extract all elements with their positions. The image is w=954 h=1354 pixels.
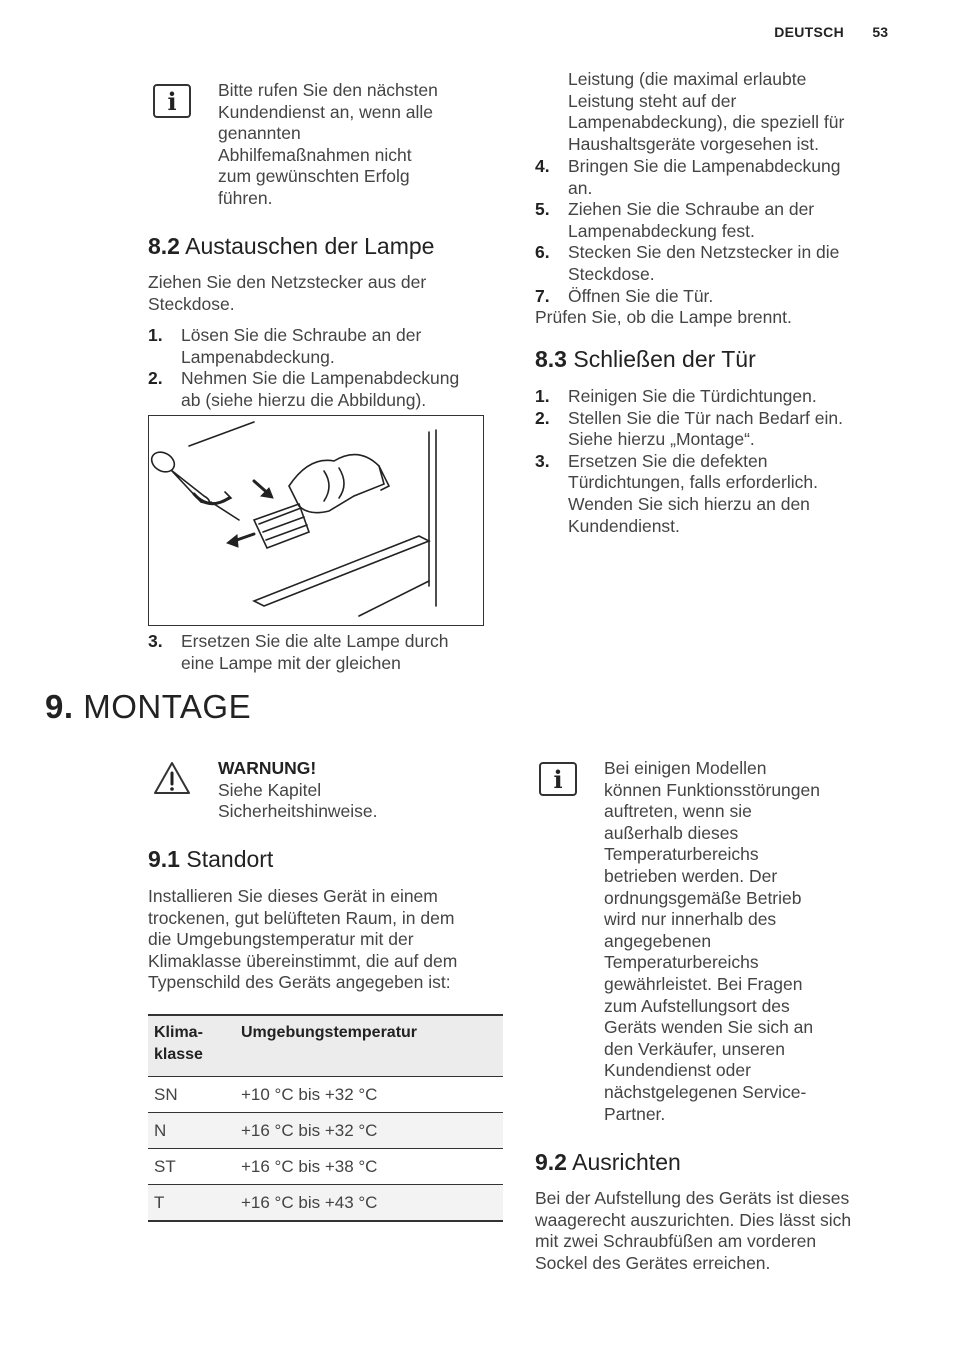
text-line: wird nur innerhalb des	[604, 909, 777, 930]
text-line: zum Aufstellungsort des	[604, 995, 790, 1016]
text-line: Lösen Sie die Schraube an der	[181, 325, 422, 345]
text-line: Geräts wenden Sie sich an	[604, 1017, 814, 1038]
step-3-continuation	[568, 69, 898, 155]
text-line: Bringen Sie die Lampenabdeckung	[568, 156, 841, 176]
text-line: Reinigen Sie die Türdichtungen.	[568, 386, 817, 406]
section-number: 9.2	[535, 1149, 567, 1175]
lamp-replacement-illustration	[148, 415, 484, 626]
text-line: Kundendienst.	[568, 515, 680, 536]
illustration-drawing	[149, 416, 482, 624]
list-item	[535, 156, 900, 199]
text-line: Wenden Sie sich hierzu an den	[568, 493, 810, 514]
steps-4-7	[535, 156, 900, 307]
text-line: Installieren Sie dieses Gerät in einem	[148, 886, 438, 906]
text-line: Bitte rufen Sie den nächsten	[218, 80, 438, 100]
text-line: Temperaturbereichs	[604, 844, 759, 865]
table-row	[148, 1077, 503, 1113]
step-number: 3.	[148, 631, 163, 651]
chapter-number: 9.	[45, 688, 74, 725]
text-line: Typenschild des Geräts angegeben ist:	[148, 972, 451, 993]
text-line: zum gewünschten Erfolg	[218, 166, 410, 187]
section-title: Ausrichten	[572, 1149, 681, 1175]
list-item	[535, 408, 900, 451]
section-heading-9-1	[148, 846, 273, 873]
text-line: Steckdose.	[148, 293, 235, 314]
info-icon: i	[539, 762, 577, 796]
step-number: 2.	[148, 368, 163, 389]
text-line: nächstgelegenen Service-	[604, 1081, 807, 1102]
info-note-1	[218, 80, 488, 210]
lamp-check-text: Prüfen Sie, ob die Lampe brennt.	[535, 307, 792, 327]
text-line: Lampenabdeckung.	[181, 346, 335, 367]
list-item	[535, 386, 900, 408]
section-heading-8-3	[535, 346, 756, 373]
section-title: Standort	[186, 846, 274, 872]
text-line: gewährleistet. Bei Fragen	[604, 973, 803, 994]
header-line: klasse	[154, 1046, 203, 1063]
step-number: 7.	[535, 285, 550, 306]
section-heading-8-2	[148, 233, 434, 260]
step-number: 2.	[535, 407, 550, 428]
climate-class-table	[148, 1014, 503, 1222]
text-line: Ersetzen Sie die defekten	[568, 450, 768, 471]
text-line: den Verkäufer, unseren	[604, 1038, 785, 1059]
header-line: Umgebungstemperatur	[241, 1024, 418, 1041]
text-line: betrieben werden. Der	[604, 865, 778, 886]
table-cell: SN	[148, 1077, 235, 1113]
text-line: ordnungsgemäße Betrieb	[604, 887, 802, 908]
step-number: 3.	[535, 450, 550, 471]
column-header-class	[148, 1015, 235, 1077]
section-number: 8.2	[148, 233, 180, 259]
list-item	[148, 368, 498, 411]
page-number: 53	[872, 24, 888, 40]
table-cell: +16 °C bis +43 °C	[235, 1185, 503, 1222]
text-line: Kundendienst oder	[604, 1060, 751, 1081]
list-item	[535, 199, 900, 242]
text-line: Lampenabdeckung fest.	[568, 220, 755, 241]
warning-icon	[152, 760, 192, 796]
text-line: Abhilfemaßnahmen nicht	[218, 144, 412, 165]
text-line: Ersetzen Sie die alte Lampe durch	[181, 631, 449, 651]
header-language: DEUTSCH	[774, 24, 844, 40]
section-number: 8.3	[535, 346, 567, 372]
table-header-row	[148, 1015, 503, 1077]
text-line: Ziehen Sie den Netzstecker aus der	[148, 272, 427, 292]
text-line: Klimaklasse übereinstimmt, die auf dem	[148, 950, 458, 971]
section-heading-9-2	[535, 1149, 681, 1176]
text-line: Siehe hierzu „Montage“.	[568, 429, 755, 450]
text-line: Bei der Aufstellung des Geräts ist dieses	[535, 1188, 850, 1208]
list-item	[535, 451, 900, 537]
text-line: Steckdose.	[568, 263, 655, 284]
text-line: Öffnen Sie die Tür.	[568, 285, 714, 306]
list-item	[148, 325, 498, 368]
text-line: Stecken Sie den Netzstecker in die	[568, 242, 840, 263]
warning-note	[218, 758, 478, 823]
list-item	[148, 631, 498, 674]
text-line: eine Lampe mit der gleichen	[181, 652, 401, 673]
text-line: mit zwei Schraubfüßen am vorderen	[535, 1231, 817, 1252]
table-cell: T	[148, 1185, 235, 1222]
text-line: können Funktionsstörungen	[604, 779, 820, 800]
text-line: waagerecht auszurichten. Dies lässt sich	[535, 1209, 852, 1230]
text-line: Ziehen Sie die Schraube an der	[568, 199, 815, 220]
steps-8-2	[148, 325, 498, 411]
info-icon: i	[153, 84, 191, 118]
text-line: Stellen Sie die Tür nach Bedarf ein.	[568, 407, 843, 428]
text-line: Partner.	[604, 1103, 666, 1124]
list-item	[535, 286, 900, 308]
header-line: Klima-	[154, 1024, 203, 1041]
text-line: an.	[568, 177, 593, 198]
text-line: ab (siehe hierzu die Abbildung).	[181, 389, 427, 410]
text-line: Haushaltsgeräte vorgesehen ist.	[568, 133, 819, 154]
text-line: Siehe Kapitel	[218, 779, 322, 800]
warning-label: WARNUNG!	[218, 758, 317, 778]
text-line: Kundendienst an, wenn alle	[218, 101, 434, 122]
step-number: 1.	[148, 325, 163, 345]
text-line: Leistung steht auf der	[568, 90, 737, 111]
chapter-heading-9	[45, 688, 251, 726]
text-line: trockenen, gut belüfteten Raum, in dem	[148, 907, 455, 928]
text-line: Sicherheitshinweise.	[218, 801, 378, 822]
section-title: Schließen der Tür	[573, 346, 756, 372]
table-cell: +16 °C bis +38 °C	[235, 1149, 503, 1185]
section-number: 9.1	[148, 846, 180, 872]
table-cell: +10 °C bis +32 °C	[235, 1077, 503, 1113]
text-line: angegebenen	[604, 930, 712, 951]
step-number: 6.	[535, 242, 550, 263]
text-line: führen.	[218, 187, 273, 208]
step-number: 5.	[535, 199, 550, 220]
table-row	[148, 1185, 503, 1222]
table-row	[148, 1113, 503, 1149]
text-line: Lampenabdeckung), die speziell für	[568, 112, 845, 133]
text-line: Leistung (die maximal erlaubte	[568, 69, 807, 89]
table-cell: ST	[148, 1149, 235, 1185]
table-cell: +16 °C bis +32 °C	[235, 1113, 503, 1149]
column-header-temperature	[235, 1015, 503, 1077]
steps-8-3	[535, 386, 900, 537]
text-line: außerhalb dieses	[604, 822, 739, 843]
list-item	[535, 242, 900, 285]
text-line: Nehmen Sie die Lampenabdeckung	[181, 368, 460, 389]
chapter-title: MONTAGE	[83, 688, 252, 725]
text-line: Bei einigen Modellen	[604, 758, 767, 778]
text-line: Sockel des Gerätes erreichen.	[535, 1252, 771, 1273]
text-line: Temperaturbereichs	[604, 952, 759, 973]
section-8-2-intro	[148, 272, 498, 315]
text-line: auftreten, wenn sie	[604, 801, 752, 822]
step-number: 4.	[535, 156, 550, 176]
table-cell: N	[148, 1113, 235, 1149]
step-number: 1.	[535, 386, 550, 406]
text-line: genannten	[218, 123, 301, 144]
text-line: die Umgebungstemperatur mit der	[148, 929, 414, 950]
text-line: Türdichtungen, falls erforderlich.	[568, 472, 818, 493]
steps-8-2-continued	[148, 631, 498, 674]
section-9-2-body	[535, 1188, 905, 1274]
section-9-1-body	[148, 886, 508, 994]
info-note-2	[604, 758, 894, 1125]
section-title: Austauschen der Lampe	[185, 233, 435, 259]
table-row	[148, 1149, 503, 1185]
